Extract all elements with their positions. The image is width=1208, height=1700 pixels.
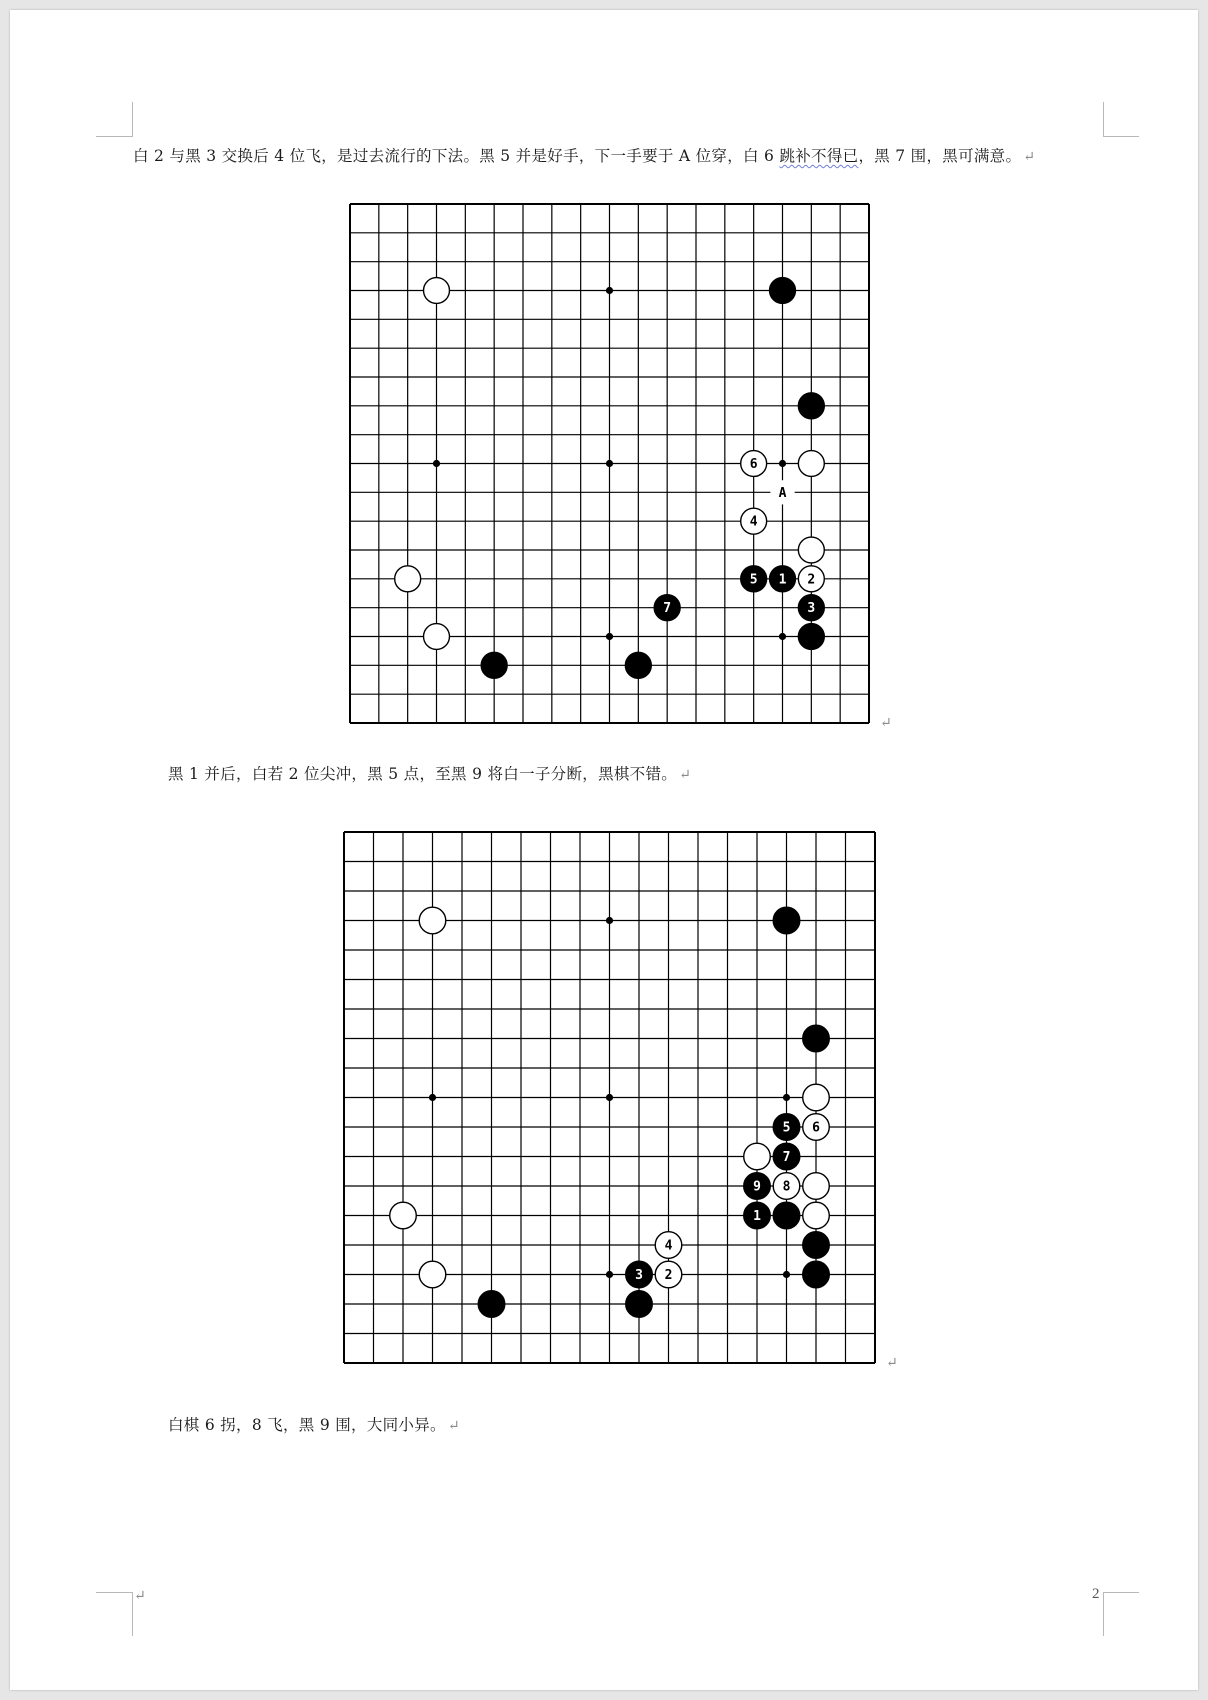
- stone-circle: [773, 907, 800, 934]
- black-stone: [481, 652, 507, 678]
- black-stone: [626, 1291, 653, 1318]
- stone-circle: [773, 1202, 800, 1229]
- go-board-diagram-2: [343, 831, 876, 1364]
- move-number: 9: [753, 1179, 761, 1195]
- star-point: [606, 1271, 613, 1278]
- black-stone: [798, 624, 824, 650]
- black-stone-numbered: [744, 1202, 771, 1229]
- move-number: 5: [749, 572, 758, 588]
- stone-circle: [803, 1084, 830, 1111]
- stone-circle: [798, 451, 824, 477]
- stone-circle: [424, 278, 450, 304]
- white-stone: [803, 1202, 830, 1229]
- white-stone: [803, 1173, 830, 1200]
- move-number: 8: [782, 1179, 791, 1195]
- white-stone-numbered: [773, 1173, 800, 1200]
- move-number: 5: [782, 1120, 791, 1136]
- crop-mark-bottom-right-v: [1103, 1592, 1104, 1636]
- move-number: 7: [663, 601, 672, 617]
- stone-circle: [424, 624, 450, 650]
- move-number: 1: [753, 1209, 761, 1224]
- white-stone: [390, 1202, 417, 1229]
- stone-circle: [798, 537, 824, 563]
- black-stone-numbered: [744, 1173, 771, 1200]
- move-number: 7: [782, 1150, 791, 1165]
- black-stone-numbered: [770, 566, 796, 592]
- stone-circle: [744, 1143, 771, 1170]
- stone-circle: [625, 652, 651, 678]
- point-label: A: [778, 485, 787, 501]
- star-point: [606, 633, 613, 640]
- white-stone: [424, 278, 450, 304]
- black-stone-numbered: [654, 595, 680, 621]
- stone-circle: [803, 1261, 830, 1288]
- paragraph-mark: ↵: [886, 1355, 898, 1371]
- white-stone: [798, 537, 824, 563]
- footer-paragraph-mark: ↵: [134, 1588, 146, 1604]
- go-board-diagram-1: [349, 203, 870, 724]
- go-board-2-svg: [343, 831, 876, 1364]
- black-stone-numbered: [773, 1143, 800, 1170]
- stone-circle: [803, 1173, 830, 1200]
- paragraph-mark: ↵: [447, 1418, 460, 1434]
- black-stone: [625, 652, 651, 678]
- white-stone-numbered: [655, 1261, 682, 1288]
- white-stone: [419, 1261, 446, 1288]
- crop-mark-top-left-h: [96, 136, 132, 137]
- stone-circle: [803, 1232, 830, 1259]
- star-point: [429, 1094, 436, 1101]
- white-stone: [395, 566, 421, 592]
- white-stone-numbered: [741, 451, 767, 477]
- crop-mark-bottom-right-h: [1103, 1592, 1139, 1593]
- white-stone: [803, 1084, 830, 1111]
- white-stone: [424, 624, 450, 650]
- paragraph-2: [168, 762, 691, 784]
- move-number: 6: [812, 1120, 820, 1136]
- white-stone-numbered: [741, 508, 767, 534]
- stone-circle: [798, 624, 824, 650]
- stone-circle: [798, 393, 824, 419]
- move-number: 2: [807, 572, 816, 588]
- paragraph-1-text-start: 白 2 与黑 3 交换后 4 位飞，是过去流行的下法。黑 5 并是好手，下一手要于 A 位穿，白 6: [133, 147, 780, 165]
- paragraph-3-text: 白棋 6 拐，8 飞，黑 9 围，大同小异。: [168, 1416, 446, 1434]
- move-number: 1: [778, 572, 787, 588]
- star-point: [606, 1094, 613, 1101]
- star-point: [606, 287, 613, 294]
- crop-mark-top-right-h: [1103, 136, 1139, 137]
- paragraph-mark: ↵: [880, 715, 892, 731]
- black-stone-numbered: [773, 1114, 800, 1141]
- crop-mark-bottom-left-v: [132, 1592, 133, 1636]
- star-point: [606, 460, 613, 467]
- move-number: 6: [749, 457, 758, 472]
- move-number: 3: [807, 601, 816, 617]
- black-stone-numbered: [626, 1261, 653, 1288]
- white-stone: [744, 1143, 771, 1170]
- star-point: [783, 1271, 790, 1278]
- white-stone: [419, 907, 446, 934]
- crop-mark-top-left-v: [132, 102, 133, 137]
- star-point: [779, 633, 786, 640]
- black-stone: [773, 907, 800, 934]
- black-stone-numbered: [798, 595, 824, 621]
- paragraph-1-text-end: ，黑 7 围，黑可满意。: [858, 147, 1022, 165]
- white-stone-numbered: [798, 566, 824, 592]
- paragraph-1-underlined-text: 跳补不得已: [779, 147, 859, 165]
- black-stone: [798, 393, 824, 419]
- white-stone-numbered: [803, 1114, 830, 1141]
- stone-circle: [803, 1025, 830, 1052]
- document-page: [10, 10, 1198, 1690]
- black-stone: [803, 1025, 830, 1052]
- move-number: 4: [749, 514, 758, 530]
- stone-circle: [481, 652, 507, 678]
- black-stone: [478, 1291, 505, 1318]
- page-number: 2: [1092, 1586, 1100, 1602]
- stone-circle: [770, 278, 796, 304]
- black-stone: [773, 1202, 800, 1229]
- white-stone: [798, 451, 824, 477]
- stone-circle: [390, 1202, 417, 1229]
- star-point: [433, 460, 440, 467]
- black-stone: [770, 278, 796, 304]
- star-point: [783, 1094, 790, 1101]
- star-point: [779, 460, 786, 467]
- black-stone: [803, 1232, 830, 1259]
- stone-circle: [419, 907, 446, 934]
- go-board-1-svg: [349, 203, 870, 724]
- stone-circle: [478, 1291, 505, 1318]
- move-number: 4: [664, 1238, 673, 1254]
- paragraph-3: [168, 1413, 460, 1435]
- crop-mark-top-right-v: [1103, 102, 1104, 137]
- star-point: [606, 917, 613, 924]
- move-number: 2: [664, 1268, 673, 1283]
- paragraph-2-text: 黑 1 并后，白若 2 位尖冲，黑 5 点，至黑 9 将白一子分断，黑棋不错。: [168, 765, 678, 783]
- paragraph-mark: ↵: [1023, 149, 1036, 165]
- black-stone: [803, 1261, 830, 1288]
- stone-circle: [803, 1202, 830, 1229]
- paragraph-1: [133, 144, 1035, 166]
- crop-mark-bottom-left-h: [96, 1592, 132, 1593]
- white-stone-numbered: [655, 1232, 682, 1259]
- move-number: 3: [635, 1268, 643, 1283]
- stone-circle: [626, 1291, 653, 1318]
- paragraph-mark: ↵: [679, 767, 692, 783]
- stone-circle: [419, 1261, 446, 1288]
- stone-circle: [395, 566, 421, 592]
- black-stone-numbered: [741, 566, 767, 592]
